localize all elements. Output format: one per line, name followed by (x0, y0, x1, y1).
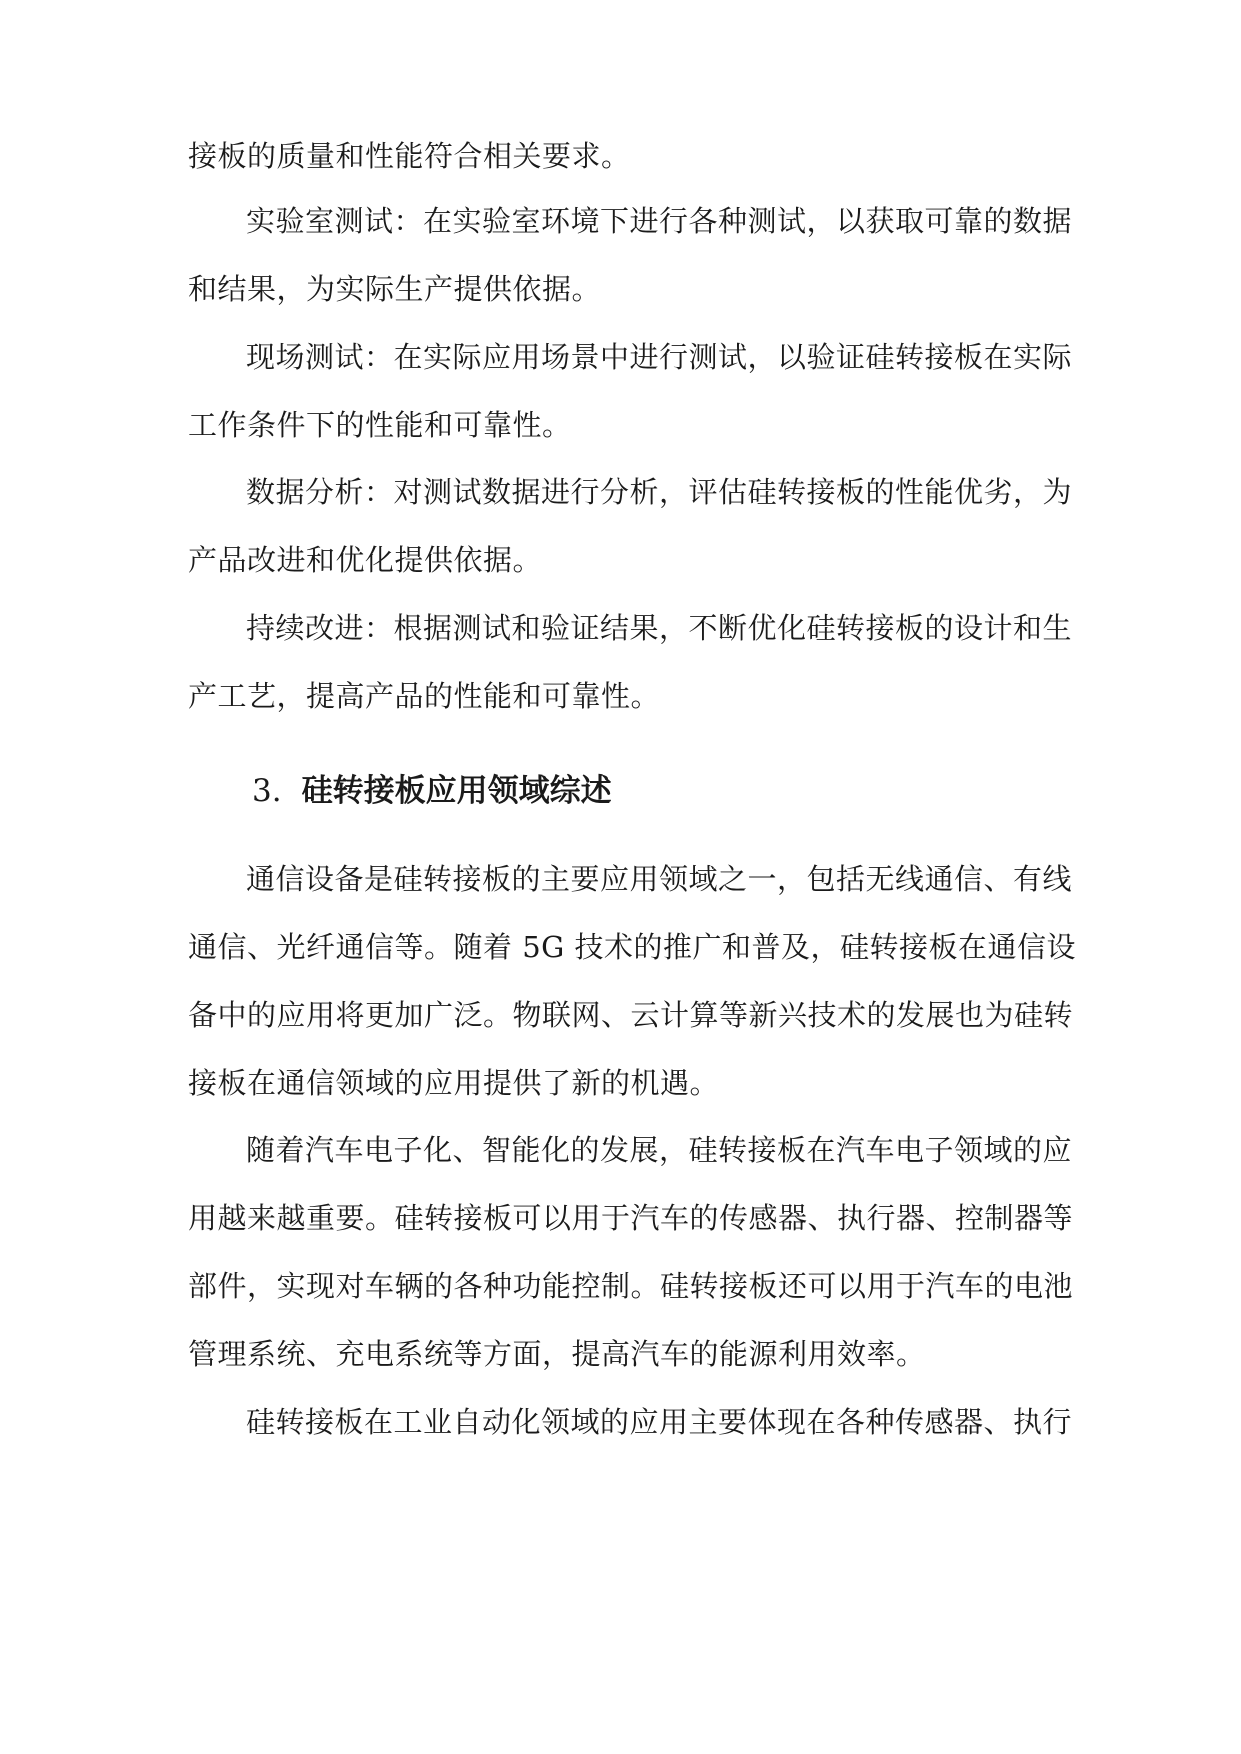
paragraph-line: 和结果，为实际生产提供依据。 (188, 272, 602, 306)
paragraph-line: 持续改进：根据测试和验证结果，不断优化硅转接板的设计和生 (246, 611, 1073, 645)
paragraph-line: 实验室测试：在实验室环境下进行各种测试，以获取可靠的数据 (246, 204, 1073, 238)
paragraph-line: 随着汽车电子化、智能化的发展，硅转接板在汽车电子领域的应 (246, 1133, 1073, 1167)
paragraph-line: 接板的质量和性能符合相关要求。 (188, 139, 631, 173)
section-title: 硅转接板应用领域综述 (301, 773, 612, 809)
section-heading (252, 770, 612, 812)
paragraph-line: 硅转接板在工业自动化领域的应用主要体现在各种传感器、执行 (246, 1405, 1073, 1439)
section-number: 3. (252, 773, 282, 809)
paragraph-line: 部件，实现对车辆的各种功能控制。硅转接板还可以用于汽车的电池 (188, 1269, 1074, 1303)
paragraph-line: 通信设备是硅转接板的主要应用领域之一，包括无线通信、有线 (246, 862, 1073, 896)
paragraph-line: 产工艺，提高产品的性能和可靠性。 (188, 679, 661, 713)
paragraph-line: 现场测试：在实际应用场景中进行测试，以验证硅转接板在实际 (246, 340, 1073, 374)
paragraph-line: 备中的应用将更加广泛。物联网、云计算等新兴技术的发展也为硅转 (188, 998, 1074, 1032)
paragraph-line: 接板在通信领域的应用提供了新的机遇。 (188, 1066, 720, 1100)
paragraph-line: 用越来越重要。硅转接板可以用于汽车的传感器、执行器、控制器等 (188, 1201, 1074, 1235)
paragraph-line: 数据分析：对测试数据进行分析，评估硅转接板的性能优劣，为 (246, 475, 1073, 509)
paragraph-line: 管理系统、充电系统等方面，提高汽车的能源利用效率。 (188, 1337, 926, 1371)
paragraph-line: 产品改进和优化提供依据。 (188, 543, 543, 577)
paragraph-line: 通信、光纤通信等。随着 5G 技术的推广和普及，硅转接板在通信设 (188, 930, 1077, 964)
paragraph-line: 工作条件下的性能和可靠性。 (188, 408, 572, 442)
